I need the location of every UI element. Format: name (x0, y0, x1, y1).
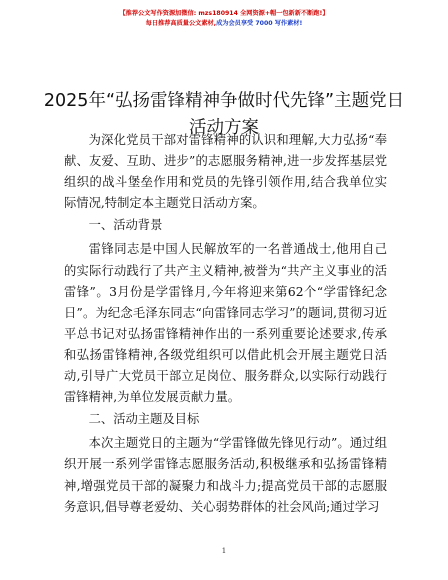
promo-banner-line1: 【推荐公文写作资源加微信: mzs180914 全网资源+帽一包新新不断跑!】 (119, 10, 329, 17)
document-title: 2025年“弘扬雷锋精神争做时代先锋”主题党日活动方案 (43, 91, 405, 138)
section-heading-background: 一、活动背景 (88, 218, 163, 233)
intro-paragraph: 为深化党员干部对雷锋精神的认识和理解,大力弘扬“奉献、友爱、互助、进步”的志愿服务精神,进一步发挥基层党组织的战斗堡垒作用和党员的先锋引领作用,结合我单位实际情况,特制定本主题党日活动方案。 (64, 133, 387, 211)
page-number: 1 (221, 547, 227, 555)
promo-banner-line2-prefix: 每日推荐高质量公文素材, (145, 20, 217, 27)
document-body (64, 130, 387, 518)
background-paragraph: 雷锋同志是中国人民解放军的一名普通战士,他用自己的实际行动践行了共产主义精神,被誉为“共产主义事业的活雷锋”。3月份是学雷锋月,今年将迎来第62个“学雷锋纪念日”。为纪念毛泽东同志“向雷锋同志学习”的题词,贯彻习近平总书记对弘扬雷锋精神作出的一系列重要论述要求,传承和弘扬雷锋精神,各级党组织可以借此机会开展主题党日活动,引导广大党员干部立足岗位、服务群众,以实际行动践行雷锋精神,为单位发展贡献力量。 (64, 242, 387, 405)
promo-banner (0, 9, 448, 29)
promo-banner-line2-highlight: 成为会员享受 7000 写作素材! (216, 20, 303, 27)
theme-paragraph: 本次主题党日的主题为“学雷锋做先锋见行动”。通过组织开展一系列学雷锋志愿服务活动,积极继承和弘扬雷锋精神,增强党员干部的凝聚力和战斗力;提高党员干部的志愿服务意识,倡导尊老爱幼、关心弱势群体的社会风尚;通过学习 (64, 436, 387, 514)
promo-banner-line2 (0, 19, 448, 29)
section-heading-theme: 二、活动主题及目标 (88, 412, 200, 427)
